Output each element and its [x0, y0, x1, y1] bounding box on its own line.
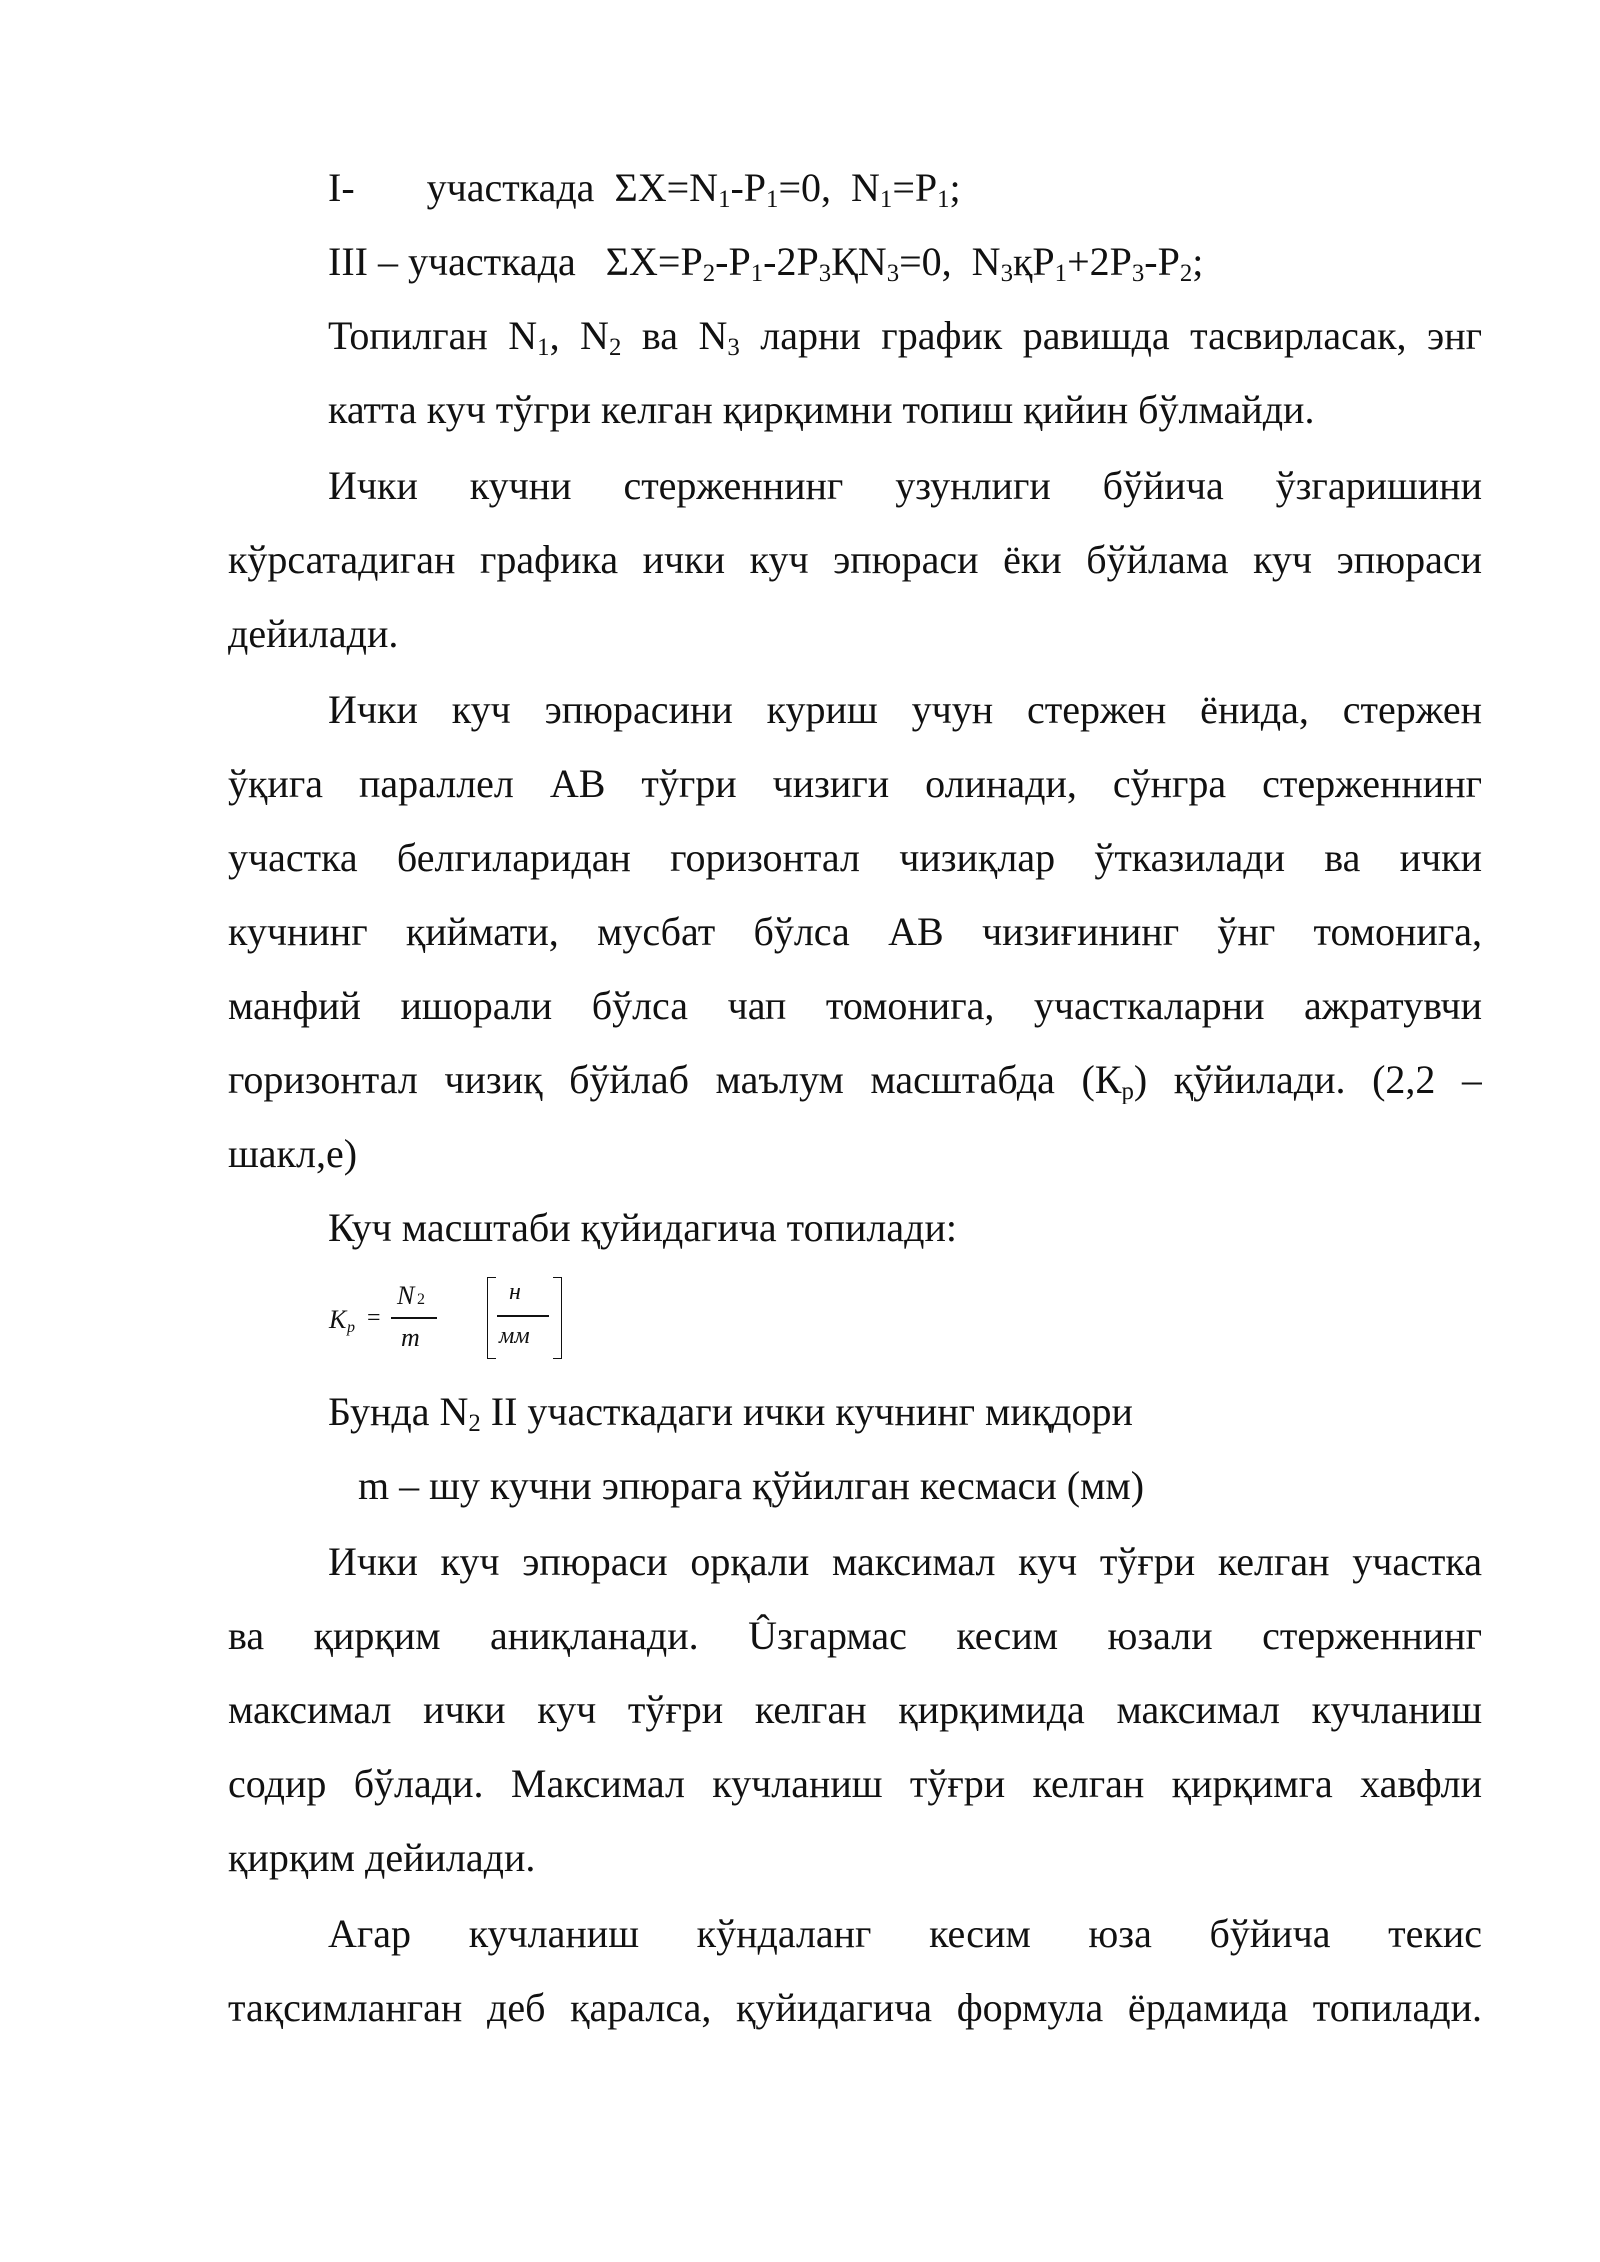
eq2-part: ΣX=P [605, 239, 703, 284]
where-text: II участкадаги ички кучнинг миқдори [480, 1389, 1133, 1434]
paragraph-2-line-3: дейилади. [228, 611, 399, 656]
formula-k: K [329, 1305, 347, 1334]
eq1-label: I- [328, 165, 355, 210]
paragraph-5-line-2: тақсимланган деб қаралса, қуйидагича формула ёрдамида топилади. [228, 1985, 1482, 2030]
paragraph-4-line-4: содир бўлади. Максимал кучланиш тўғри келган қирқимга хавфли [228, 1761, 1482, 1806]
eq2-sub: 2 [1179, 260, 1193, 288]
eq2-part: -P [1144, 239, 1180, 284]
bracket-right [553, 1277, 562, 1359]
eq2-part: ҚN [831, 239, 887, 284]
formula-n-sub: 2 [417, 1291, 425, 1308]
paragraph-5-line-1: Агар кучланиш кўндаланг кесим юза бўйича текис [328, 1911, 1482, 1956]
eq2-sub: 3 [818, 260, 832, 288]
p1-text: Топилган N [328, 313, 538, 358]
eq1-part: ΣX=N [614, 165, 719, 210]
equation-line-2 [328, 238, 1203, 286]
formula-equals: = [367, 1305, 381, 1331]
where-sub: 2 [468, 1410, 481, 1438]
eq2-sub: 1 [750, 260, 764, 288]
where-line-2: m – шу кучни эпюрага қўйилган кесмаси (мм) [358, 1463, 1145, 1508]
p1-text: ларни график равишда тасвирласак, энг [739, 313, 1482, 358]
formula-p-sub: p [347, 1319, 355, 1336]
p3-text: ) қўйилади. (2,2 – [1133, 1057, 1482, 1102]
paragraph-3-line-5: манфий ишорали бўлса чап томонига, участкаларни ажратувчи [228, 983, 1482, 1028]
paragraph-2-line-1: Ички кучни стерженнинг узунлиги бўйича ўзгаришини [328, 463, 1482, 508]
eq2-part: ; [1192, 239, 1204, 284]
eq2-part: -2P [763, 239, 819, 284]
p1-text: ва N [621, 313, 728, 358]
formula-unit-bar [497, 1315, 549, 1317]
paragraph-4-line-5: қирқим дейилади. [228, 1835, 536, 1880]
eq1-sub: 1 [937, 186, 950, 214]
paragraph-3-line-4: кучнинг қиймати, мусбат бўлса АВ чизиғининг ўнг томонига, [228, 909, 1482, 954]
scale-intro: Куч масштаби қуйидагича топилади: [328, 1205, 958, 1250]
p1-text: , N [549, 313, 609, 358]
paragraph-3-line-3: участка белгиларидан горизонтал чизиқлар ўтказилади ва ички [228, 835, 1482, 880]
eq2-part: -P [715, 239, 751, 284]
p3-sub: р [1121, 1078, 1134, 1104]
eq1-part: ; [949, 165, 961, 210]
paragraph-3-line-7: шакл,е) [228, 1131, 358, 1176]
where-line-1 [328, 1388, 1133, 1436]
paragraph-3-line-1: Ички куч эпюрасини куриш учун стержен ёнида, стержен [328, 687, 1482, 732]
paragraph-1-line-1 [328, 312, 1482, 360]
p3-text: горизонтал чизиқ бўйлаб маълум масштабда (К [228, 1057, 1122, 1102]
paragraph-4-line-2: ва қирқим аниқланади. Ûзгармас кесим юзали стерженнинг [228, 1613, 1482, 1658]
equation-line-1 [328, 164, 961, 212]
bracket-left [487, 1277, 496, 1359]
eq2-sub: 3 [1000, 260, 1013, 288]
eq2-part: =0, N [899, 239, 1001, 284]
eq1-part: -P [730, 165, 767, 210]
p1-sub: 2 [608, 334, 622, 360]
eq2-part: +2P [1067, 239, 1132, 284]
eq2-sub: 3 [1131, 260, 1145, 288]
paragraph-3-line-6 [228, 1056, 1482, 1104]
formula-fraction-bar [391, 1317, 437, 1319]
where-text: Бунда N [328, 1389, 469, 1434]
eq2-sub: 3 [886, 260, 900, 288]
paragraph-2-line-2: кўрсатадиган графика ички куч эпюраси ёки бўйлама куч эпюраси [228, 537, 1482, 582]
paragraph-4-line-3: максимал ички куч тўғри келган қирқимида максимал кучланиш [228, 1687, 1482, 1732]
eq1-part: =P [892, 165, 938, 210]
paragraph-1-line-2: катта куч тўгри келган қирқимни топиш қийин бўлмайди. [328, 387, 1315, 432]
eq2-sub: 1 [1054, 260, 1068, 288]
formula-n: N [397, 1281, 415, 1310]
paragraph-3-line-2: ўқига параллел АВ тўгри чизиги олинади, сўнгра стерженнинг [228, 761, 1482, 806]
formula-unit-bottom: мм [499, 1323, 530, 1349]
formula-m: m [401, 1323, 420, 1352]
formula-unit-top: н [509, 1279, 521, 1305]
eq1-sub: 1 [718, 186, 731, 214]
paragraph-4-line-1: Ички куч эпюраси орқали максимал куч тўғри келган участка [328, 1539, 1482, 1584]
eq1-sub: 1 [766, 186, 779, 214]
eq2-part: қP [1012, 239, 1055, 284]
p1-sub: 3 [727, 334, 740, 360]
p1-sub: 1 [537, 334, 550, 360]
eq1-text: участкада [426, 165, 595, 210]
eq1-part: =0, N [778, 165, 880, 210]
eq1-sub: 1 [879, 186, 893, 214]
eq2-sub: 2 [702, 260, 716, 288]
eq2-label: III – участкада [328, 239, 576, 284]
scale-formula [325, 1275, 585, 1365]
